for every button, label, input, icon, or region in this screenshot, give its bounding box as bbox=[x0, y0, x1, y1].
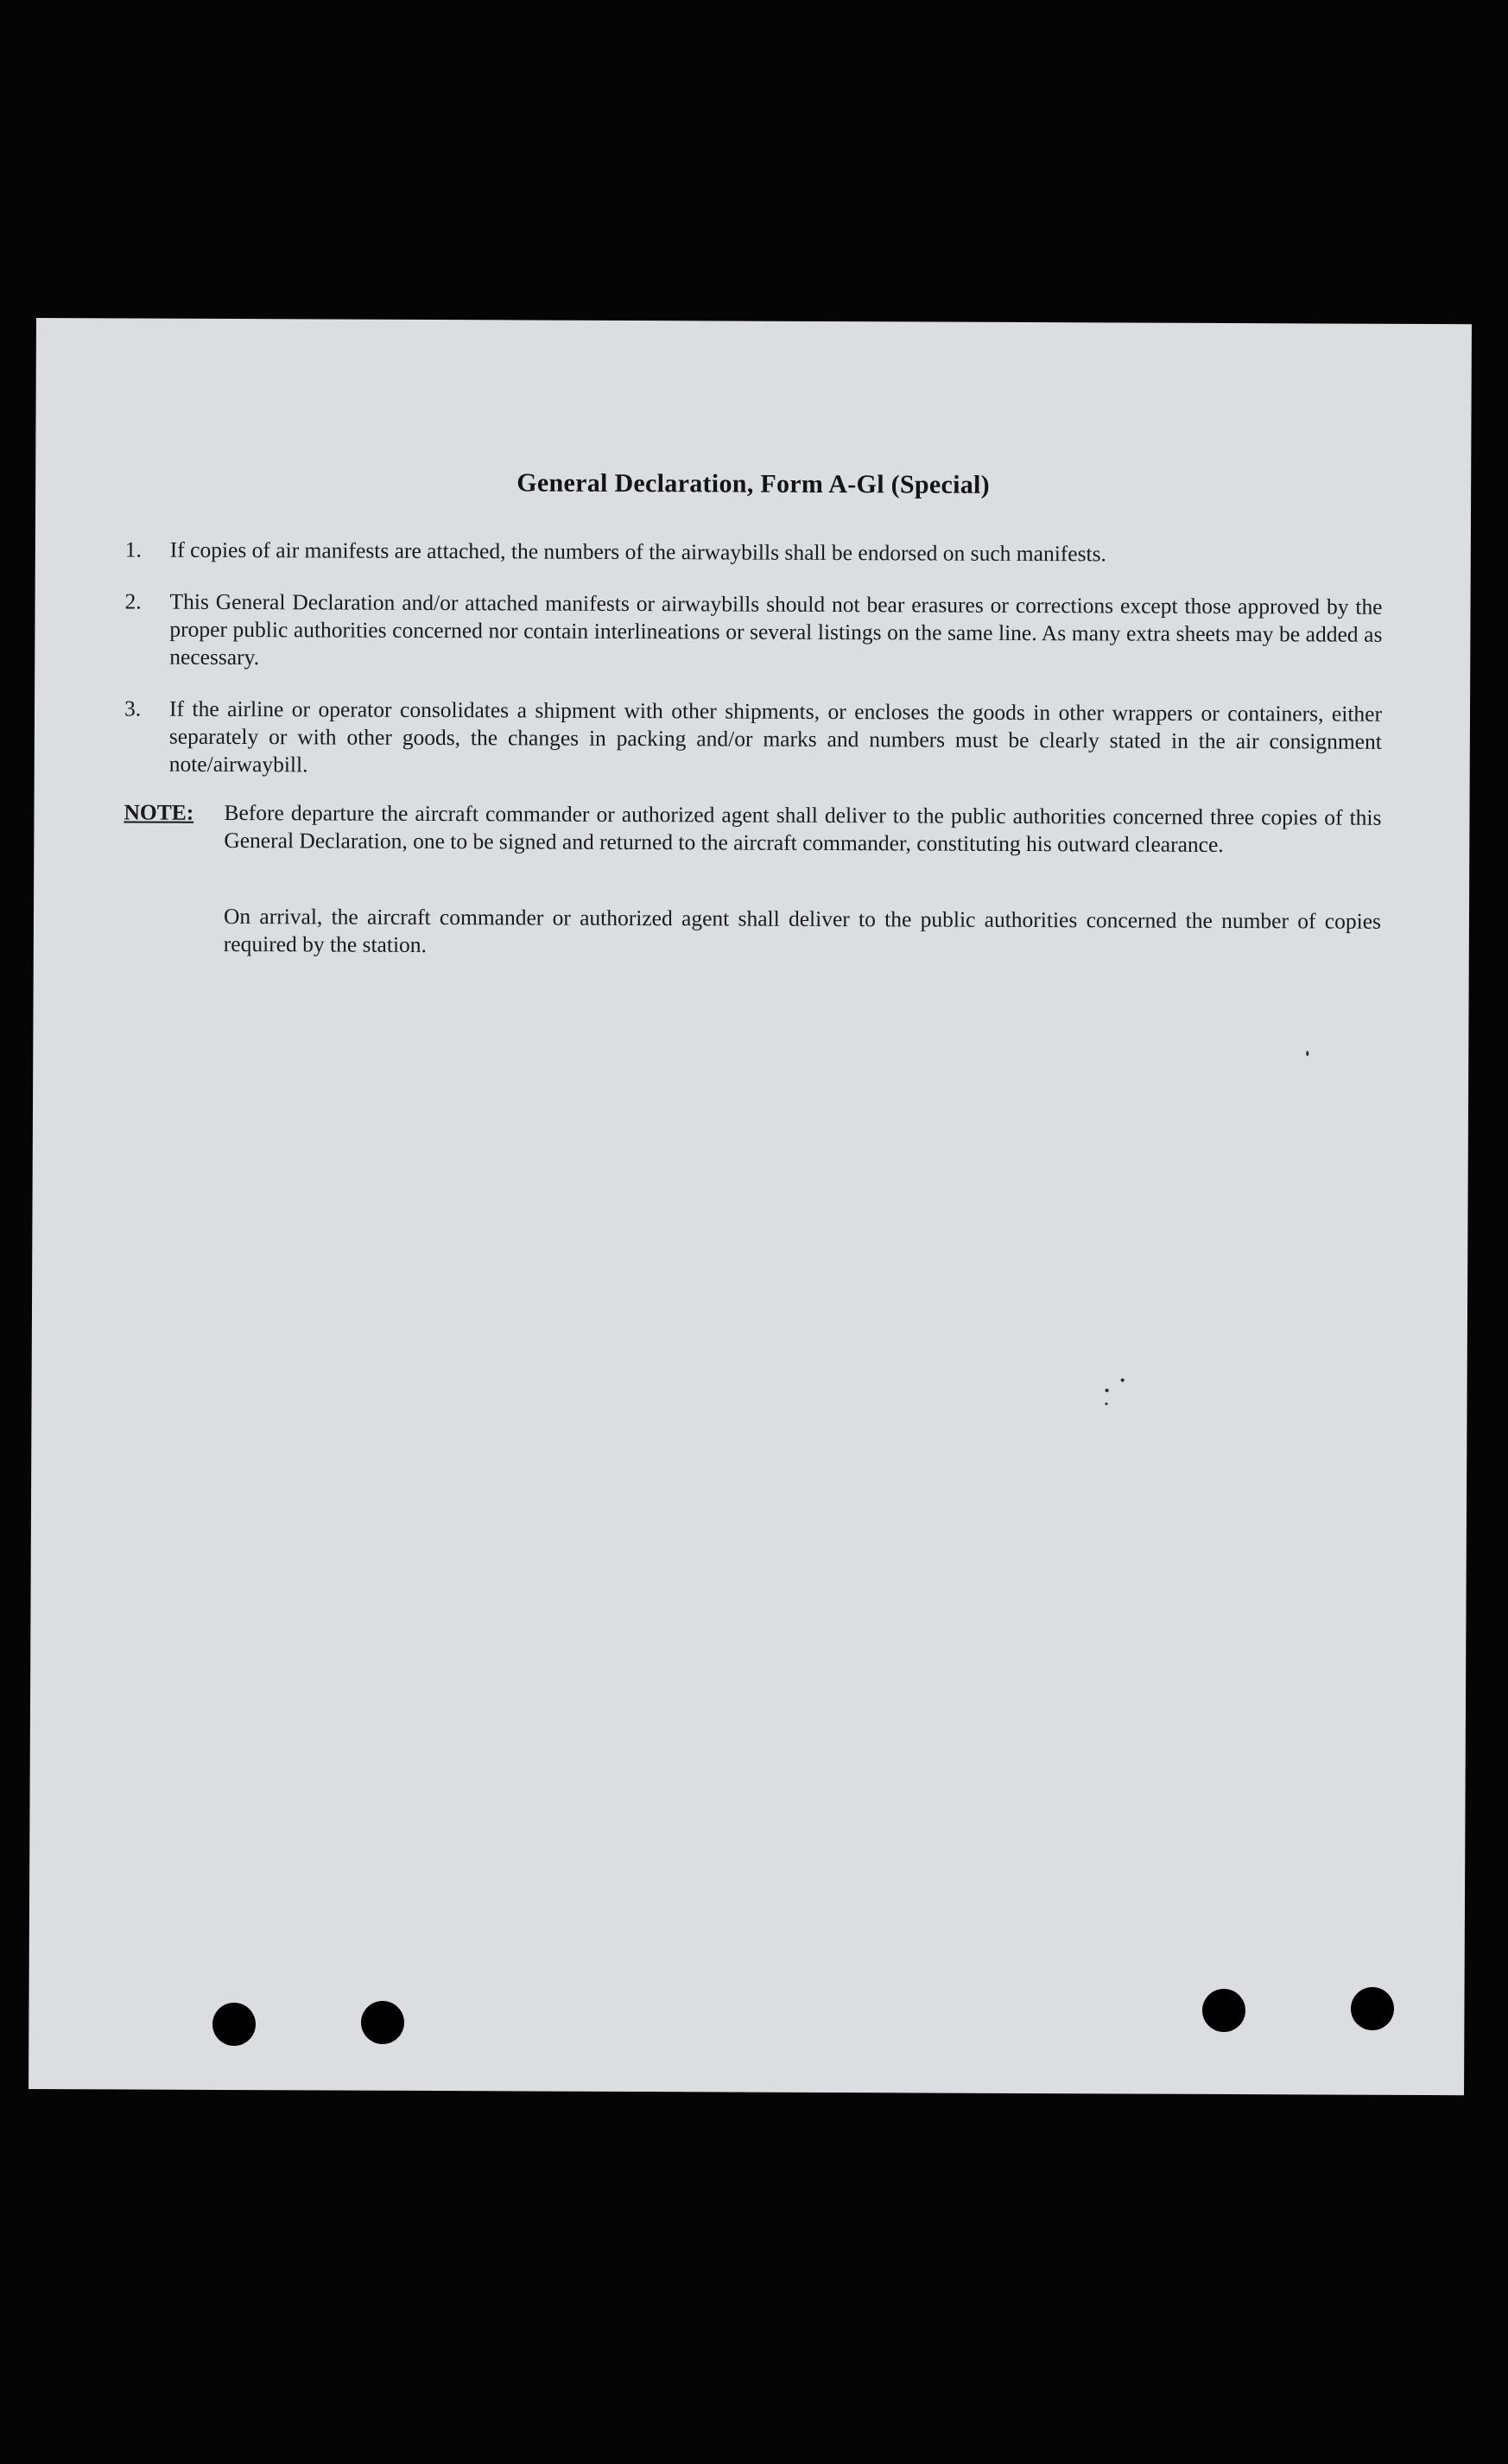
punch-hole bbox=[212, 2003, 256, 2046]
note-paragraph: Before departure the aircraft commander or authorized agent shall deliver to the public authorities concerned three copies of this General Declaration, one to be signed and returned to the aircraft commander, constituting his outward clearance. bbox=[224, 799, 1382, 858]
list-item bbox=[124, 695, 1382, 783]
item-number: 1. bbox=[124, 537, 143, 562]
speck bbox=[1106, 1402, 1108, 1405]
item-text: If the airline or operator consolidates a shipment with other shipments, or encloses the goods in other wrappers or containers, either separately or with other goods, the changes in packing and/or marks and numbers must be clearly stated in the air consignment note/airwaybill. bbox=[168, 695, 1383, 778]
punch-hole bbox=[361, 2001, 404, 2044]
note-section bbox=[124, 798, 1381, 859]
item-number: 2. bbox=[124, 588, 142, 614]
list-item bbox=[125, 536, 1383, 568]
document-title: General Declaration, Form A-Gl (Special) bbox=[516, 468, 991, 499]
item-text: If copies of air manifests are attached, the numbers of the airwaybills shall be endorsed on such manifests. bbox=[169, 537, 1107, 567]
speck bbox=[1106, 1388, 1109, 1392]
note-paragraph: On arrival, the aircraft commander or authorized agent shall deliver to the public authorities concerned the number of copies required by the station. bbox=[223, 903, 1382, 957]
punch-hole bbox=[1351, 1987, 1394, 2030]
document-page bbox=[29, 318, 1472, 2095]
list-item bbox=[124, 587, 1382, 676]
speck bbox=[1306, 1051, 1308, 1056]
item-text: This General Declaration and/or attached manifests or airwaybills should not bear erasures or corrections except those approved by the proper public authorities concerned nor contain interlineations or several listings on the same line. As many extra sheets may be added as necessary. bbox=[169, 588, 1383, 670]
speck bbox=[1121, 1378, 1125, 1381]
note-label: NOTE: bbox=[124, 799, 194, 825]
punch-hole bbox=[1202, 1989, 1245, 2032]
note-section bbox=[124, 902, 1381, 962]
item-number: 3. bbox=[124, 695, 142, 721]
